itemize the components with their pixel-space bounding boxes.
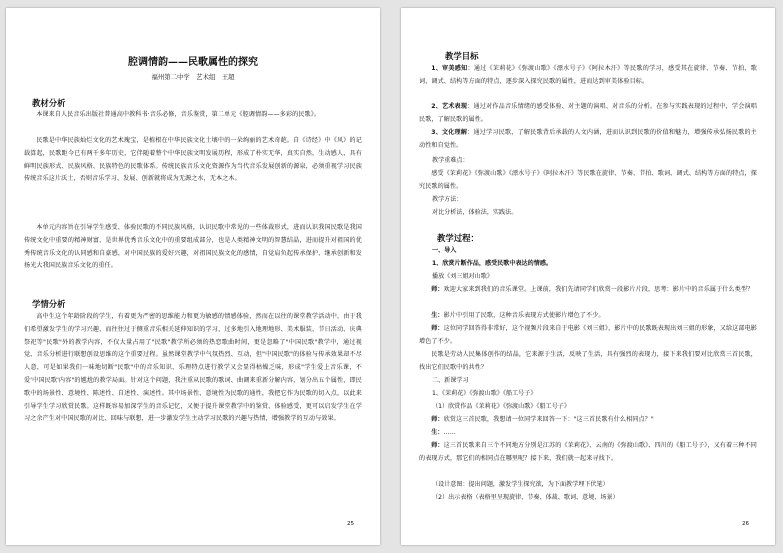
step1-heading: 一、导入 bbox=[432, 247, 457, 254]
objective-1 bbox=[419, 63, 757, 89]
process-heading: 教学过程： bbox=[437, 233, 479, 243]
dialog-student-1 bbox=[419, 310, 757, 323]
step2-subheading: 1、《茉莉花》《弥渡山歌》《船工号子》 bbox=[432, 390, 537, 397]
objective-1-label: 1、审美感知 bbox=[431, 65, 468, 72]
step2-heading: 二、新课学习 bbox=[432, 377, 469, 384]
textbook-paragraph-1: 本课来自人民音乐出版社普通高中教科书·音乐必修，音乐鉴赏，第二单元《腔调情韵——多彩的民歌》。 bbox=[36, 111, 321, 118]
objectives-heading: 教学目标 bbox=[445, 51, 479, 61]
speaker-teacher: 师： bbox=[431, 286, 444, 293]
step2-item-1: （1）欣赏作品《茉莉花》《弥渡山歌》《船工号子》 bbox=[432, 403, 570, 410]
methods-text: 对比分析法，体验法，实践法。 bbox=[432, 209, 518, 216]
dialog-text: 欢迎大家来到我们的音乐课堂。上课前，我们先请同学们欣赏一段影片片段，思考：影片中的音乐属于什么类型？ bbox=[443, 286, 754, 293]
speaker-teacher: 师： bbox=[431, 416, 444, 423]
textbook-paragraph-3: 本单元内容旨在引导学生感受、体验民歌的不同民族风格，认识民歌中常见的一些体裁形式，进而认识我国民歌是我国传统文化中重要的精神财富，是世界优秀音乐文化中的重要组成部分，也是人类精神文明的智慧结晶，进而提升对祖国的优秀传统音乐文化的认同感和自豪感，对中国民族的爱好兴趣，对祖国民族文化的感情，自觉肩负起传承保护、继承创新和发扬光大我国民族音乐文化的重任。 bbox=[24, 224, 362, 270]
student-analysis-paragraph: 高中生这个年龄阶段的学生，有着更为严密的思维能力和更为敏感的情感体验，然而在以往的课堂教学活动中，由于我们希望激发学生的学习兴趣，而往往过于侧重音乐相关延伸知识的学习，过多地引入地理地形、美术服装、节日活动、庆典祭祀等"民歌"外的教学内容，不仅大量占用了"民歌"教学所必须的热恋歌曲时间，更是忽略了"中国民歌"教学中，通过视觉、音乐分析进行联想创设思维的这个重要过程。虽然课堂教学中气氛热烈、互动，但"中国民歌"的体验与传承效果却不尽人意，可是如果我们一味地切断"民歌"中的音乐知识、乐理特点进行教学又会显得枯燥乏味，形成"学生爱上音乐课，不爱'中国民歌'内容"的尴尬的教学局面。针对这个问题，我注重从民歌的歌词、曲调来重新分解内容，划分出五个属性，即民歌中的场景性、意境性、陈述性、自述性、演述性。其中场景性、意境性为民歌的通性，我把它作为民歌的切入点，以此来引导学生学习欣赏民歌。这样既容易加深学生的音乐记忆，又便于提升课堂教学中的鉴赏、体验感受，更可以启发学生在学习之余产生对中国民歌的对比、回味与联想，进一步激发学生主动学习民歌的兴趣与热情，增强教学的互动与效果。 bbox=[24, 313, 362, 423]
step2-item-2: （2）出示表格（表格里呈现旋律、节奏、体裁、歌词、意境、场景） bbox=[432, 494, 619, 501]
objective-2-text: ：通过对作品音乐情绪的感受体验、对主题的演唱、对音乐的分析，在参与实践表现的过程中，学会演唱民歌，了解民歌的属性。 bbox=[419, 103, 757, 123]
right-page bbox=[401, 8, 775, 545]
objective-2-label: 2、艺术表现 bbox=[431, 103, 468, 110]
left-page bbox=[6, 8, 380, 545]
dialog-text: 这位同学回答得非常好，这个视频片段来自于电影《刘三姐》，影片中的民歌既表现出刘三姐的形象，又给这部电影增色了不少。 bbox=[419, 325, 757, 345]
page-number: 25 bbox=[347, 521, 354, 527]
teacher-question bbox=[419, 414, 757, 427]
document-title: 腔调情韵——民歌属性的探究 bbox=[128, 57, 258, 68]
key-points-text: 感受《茉莉花》《弥渡山歌》《漂水号子》《阿拉木汗》等民歌在旋律、节奏、节拍、歌词、调式、结构等方面的特点，探究民歌的属性。 bbox=[419, 170, 757, 190]
objective-1-text: ：通过《茉莉花》《弥渡山歌》《漂水号子》《阿拉木汗》等民歌的学习，感受其在旋律、节奏、节拍、歌词、调式、结构等方面的特点，逐步深入探究民歌的属性，进而达到审美体验目标。 bbox=[419, 65, 757, 85]
speaker-teacher: 师： bbox=[431, 442, 444, 449]
teacher-explanation bbox=[419, 440, 757, 466]
textbook-analysis-heading: 教材分析 bbox=[32, 98, 66, 108]
objective-3 bbox=[419, 127, 757, 153]
speaker-teacher: 师： bbox=[431, 325, 444, 332]
dialog-text: 影片中引用了民歌，这种音乐表现方式使影片增色了不少。 bbox=[443, 312, 605, 319]
play-video-line: 播放《刘三姐对山歌》 bbox=[432, 273, 493, 280]
dialog-teacher-2 bbox=[419, 323, 757, 349]
design-intent: （设计意图：提出问题，激发学生探究欲，为下面教学埋下伏笔） bbox=[432, 481, 609, 488]
step1-subheading: 1、欣赏片断作品，感受民歌中表达的情感。 bbox=[432, 260, 553, 267]
student-analysis-heading: 学情分析 bbox=[32, 299, 66, 309]
objective-2 bbox=[419, 101, 757, 127]
objective-3-label: 3、文化理解 bbox=[431, 129, 468, 136]
document-author: 福州第二中学 艺术组 王超 bbox=[151, 73, 235, 81]
dialog-teacher-1 bbox=[419, 284, 757, 297]
speaker-student: 生： bbox=[431, 429, 444, 436]
page-number: 26 bbox=[742, 521, 749, 527]
student-answer bbox=[419, 427, 757, 440]
methods-label: 教学方法： bbox=[432, 196, 463, 203]
dialog-text: 欣赏这三首民歌，我想请一位同学来回答一下："这三首民歌有什么相同点？" bbox=[443, 416, 654, 423]
dialog-text: 这三首民歌来自三个不同地方分别是江苏的《茉莉花》、云南的《弥渡山歌》、四川的《船工号子》，又有着三种不同的表现方式，那它们的相同点在哪里呢？接下来，我们就一起来寻找下。 bbox=[419, 442, 757, 462]
key-points-label: 教学重难点： bbox=[432, 157, 469, 164]
speaker-student: 生： bbox=[431, 312, 444, 319]
dialog-text: …… bbox=[443, 429, 456, 436]
objective-3-text: ：通过学习民歌，了解民歌背后承载的人文内涵，进而认识到民歌的价值和魅力，增强传承弘扬民歌的主动性和自觉性。 bbox=[419, 129, 757, 149]
folk-song-paragraph: 民歌是劳动人民集体创作的结晶，它来源于生活，反映了生活，具有强烈的表现力，接下来我们要对比欣赏三首民歌，找出它们民歌中的共性？ bbox=[419, 351, 757, 371]
textbook-paragraph-2: 民歌是中华民族灿烂文化的艺术瑰宝，是植根在中华民族文化土壤中的一朵绚丽的艺术奇葩。自《诗经》中《风》的记载算起，民歌距今已有两千多年历史，它伴随着整个中华民族文明发展历程，形成了朴实无华，真实自然，生动感人，具有鲜明民族形式、民族风格、民族特色的民歌体系。传统民族音乐文化资源作为当代音乐发展创新的源泉，必须重视学习民族传统音乐这片沃土，否则音乐学习、发展、创新就将成为无源之水，无本之木。 bbox=[24, 137, 362, 183]
